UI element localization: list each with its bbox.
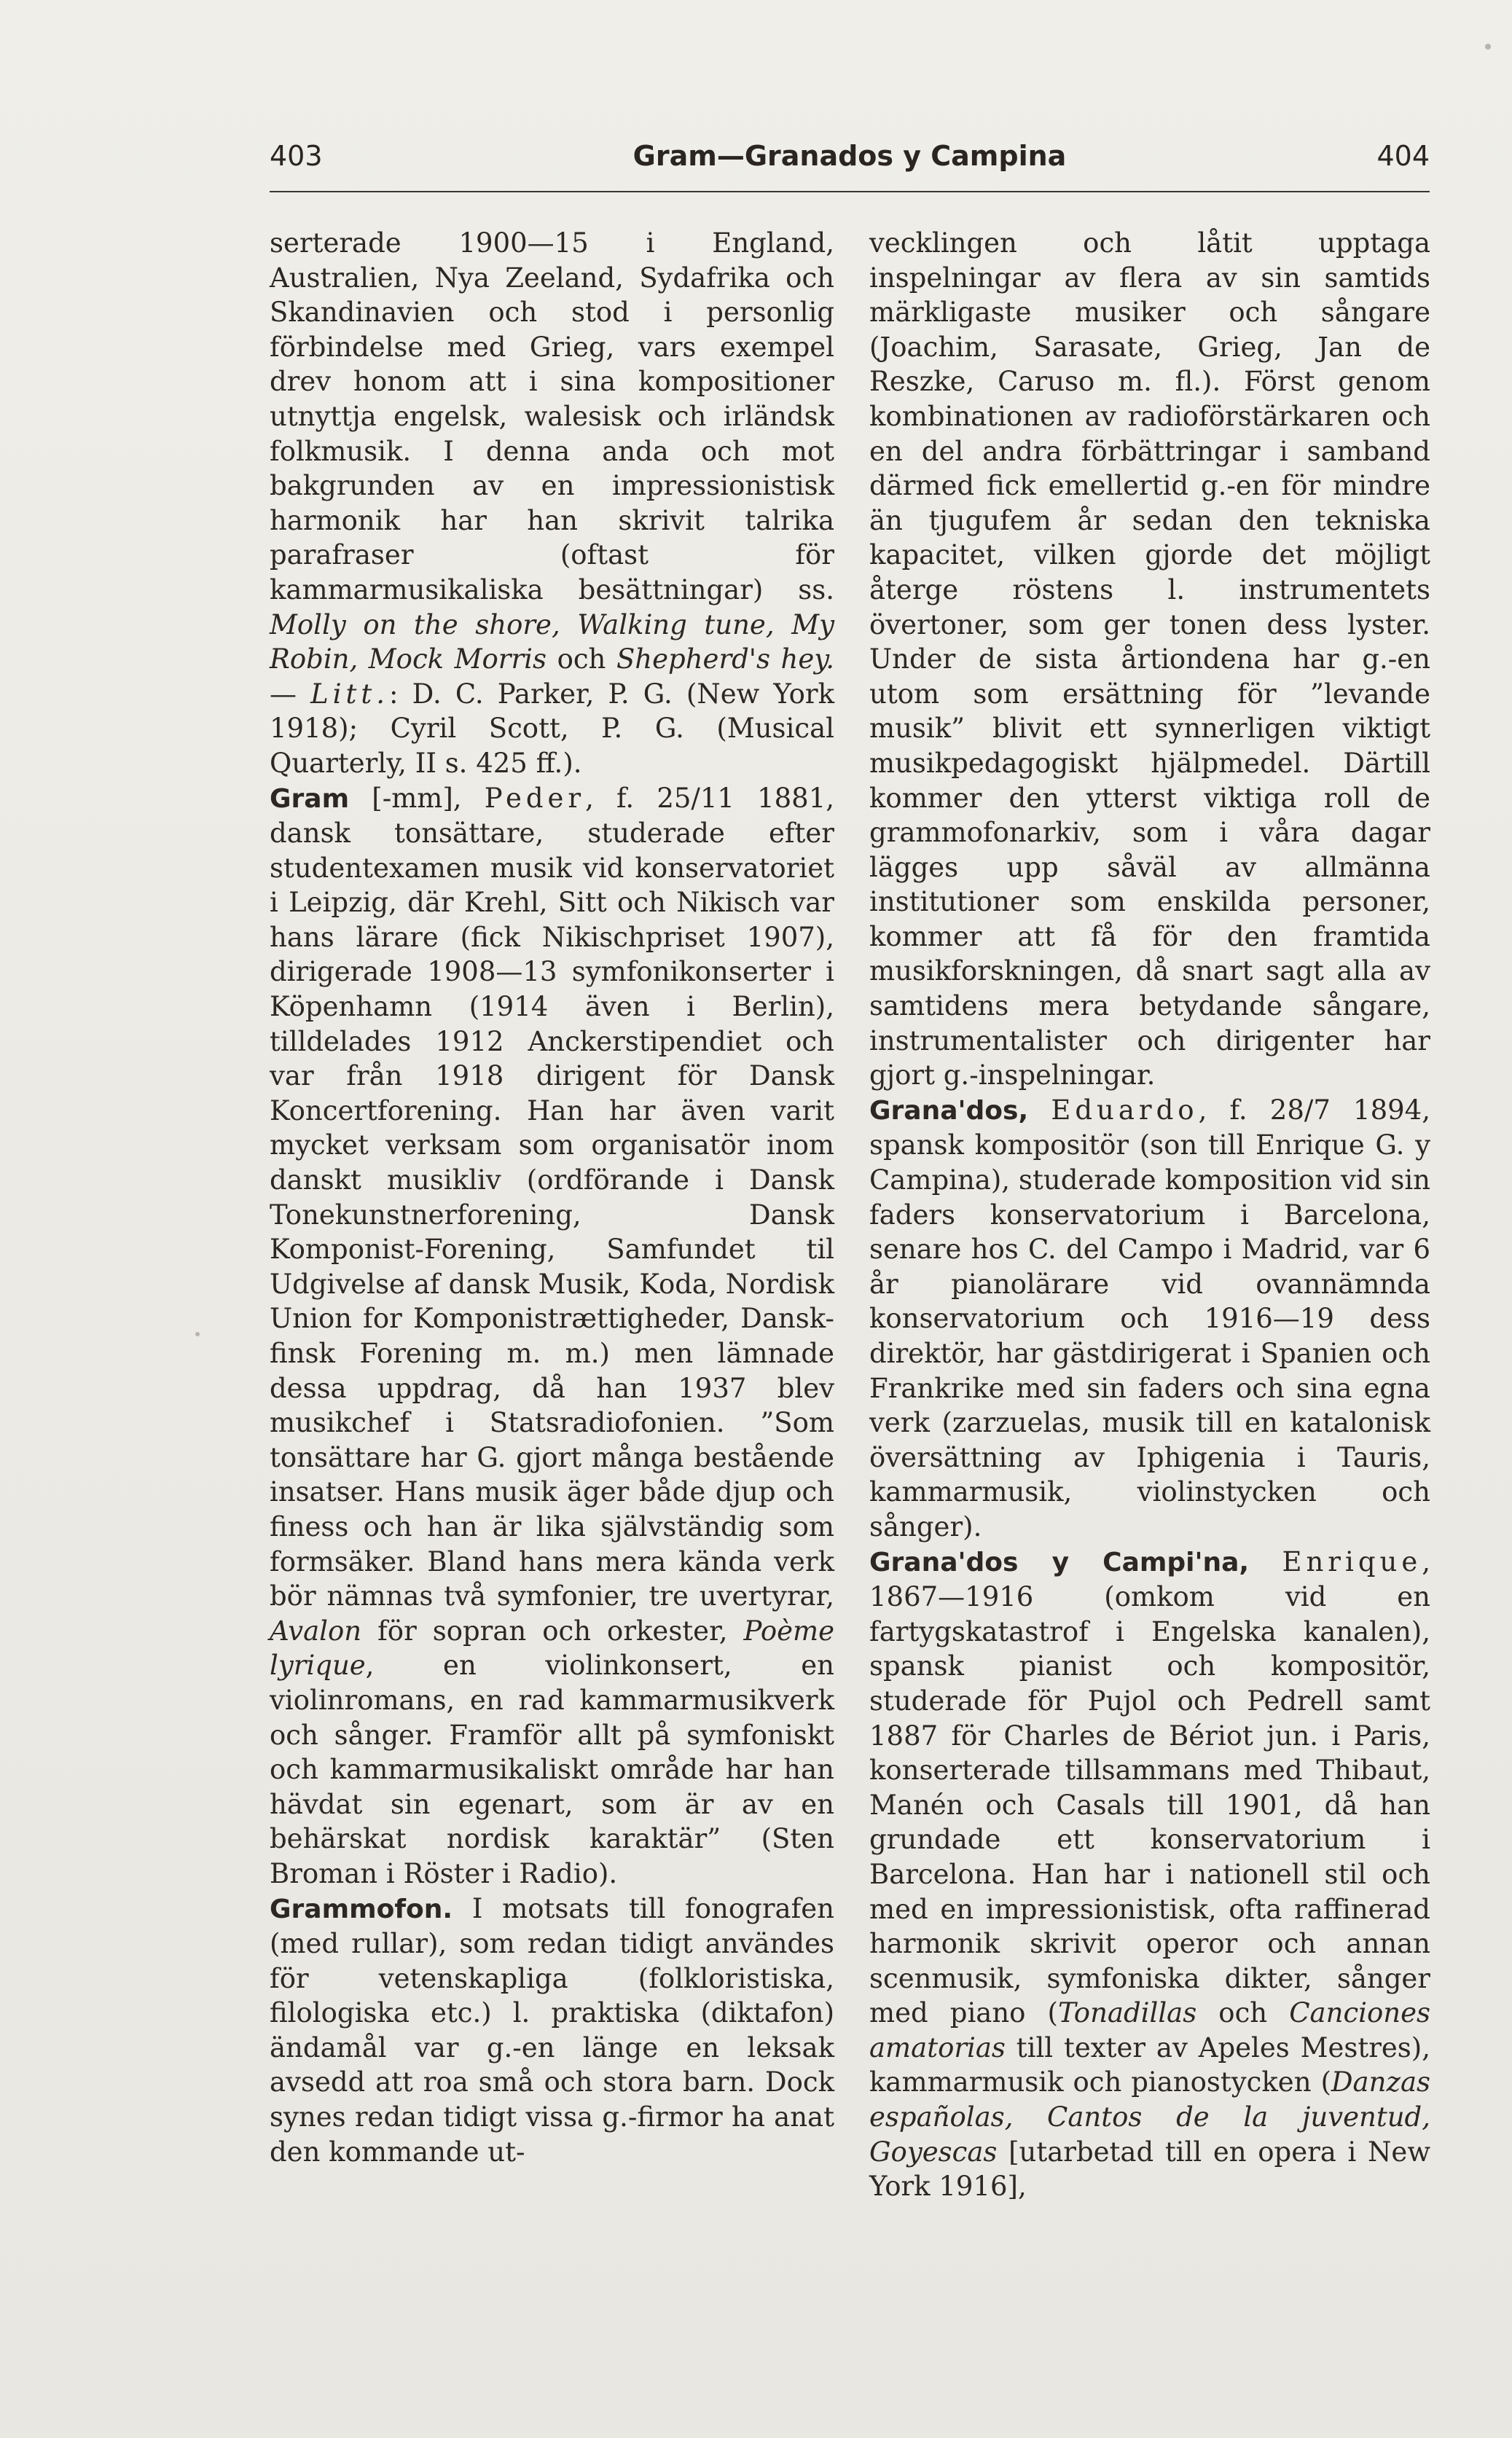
work-titles: Molly on the shore, Walking tune, My Robin, Mock Morris: [270, 608, 834, 675]
header-rule: [270, 191, 1430, 192]
page-number-right: 404: [1376, 140, 1430, 172]
literature-label: Litt.: [310, 678, 390, 710]
work-title: Shepherd's hey.: [616, 643, 834, 675]
entry-granados-eduardo: Grana'dos, Eduardo, f. 28/7 1894, spansk kompositör (son till Enrique G. y Campina), studerade komposition vid sin faders konservatorium i Barcelona, senare hos C. del Campo i Madrid, var 6 år pianolärare vid ovannämnda konservatorium och 1916—19 dess direktör, har gästdirigerat i Spanien och Frankrike med sin faders och sina egna verk (zarzuelas, musik till en katalonisk översättning av Iphigenia i Tauris, kammarmusik, violinstycken och sånger).: [869, 1094, 1430, 1543]
entry-continuation: serterade 1900—15 i England, Australien, Nya Zeeland, Sydafrika och Skandinavien och stod i personlig förbindelse med Grieg, vars exempel drev honom att i sina kompositioner utnyttja engelsk, walesisk och irländsk folkmusik. I denna anda och mot bakgrunden av en impressionistisk harmonik har han skrivit talrika parafraser (oftast för kammarmusikaliska besättningar) ss. Molly on the shore, Walking tune, My Robin, Mock Morris och Shepherd's hey. — Litt.: D. C. Parker, P. G. (New York 1918); Cyril Scott, P. G. (Musical Quarterly, II s. 425 ff.).: [270, 227, 834, 779]
given-name: Eduardo: [1051, 1094, 1199, 1126]
work-title: Canciones amatorias: [869, 1997, 1430, 2063]
entry-gram: Gram [-mm], Peder, f. 25/11 1881, dansk tonsättare, studerade efter studentexamen musik vid konservatoriet i Leipzig, där Krehl, Sitt och Nikisch var hans lärare (fick Nikischpriset 1907), dirigerade 1908—13 symfonikonserter i Köpenhamn (1914 även i Berlin), tilldelades 1912 Anckerstipendiet och var från 1918 dirigent för Dansk Koncertforening. Han har även varit mycket verksam som organisatör inom danskt musikliv (ordförande i Dansk Tonekunstnerforening, Dansk Komponist-Forening, Samfundet til Udgivelse af dansk Musik, Koda, Nordisk Union for Komponistrættigheder, Dansk-finsk Forening m. m.) men lämnade dessa uppdrag, då han 1937 blev musikchef i Statsradiofonien. ”Som tonsättare har G. gjort många bestående insatser. Hans musik äger både djup och finess och han är lika självständig som formsäker. Bland hans mera kända verk bör nämnas två symfonier, tre uvertyrar, Avalon för sopran och orkester, Poème lyrique, en violinkonsert, en violinromans, en rad kammarmusikverk och sånger. Framför allt på symfoniskt och kammarmusikaliskt område har han hävdat sin egenart, som är av en behärskat nordisk karaktär” (Sten Broman i Röster i Radio).: [270, 782, 835, 1889]
paper-speck: [195, 1332, 200, 1336]
entry-granados-enrique: Grana'dos y Campi'na, Enrique, 1867—1916 (omkom vid en fartygskatastrof i Engelska kanalen), spansk pianist och kompositör, studerade för Pujol och Pedrell samt 1887 för Charles de Bériot jun. i Paris, konserterade tillsammans med Thibaut, Manén och Casals till 1901, då han grundade ett konservatorium i Barcelona. Han har i nationell stil och med en impressionistisk, ofta raffinerad harmonik skrivit operor och annan scenmusik, symfoniska dikter, sånger med piano (Tonadillas och Canciones amatorias till texter av Apeles Mestres), kammarmusik och pianostycken (Danzas españolas, Cantos de la juventud, Goyescas [utarbetad till en opera i New York 1916],: [869, 1545, 1430, 2203]
work-title: Avalon: [270, 1615, 362, 1647]
entry-grammofon: Grammofon. I motsats till fonografen (med rullar), som redan tidigt användes för vetenskapliga (folkloristiska, filologiska etc.) l. praktiska (diktafon) ändamål var g.-en länge en leksak avsedd att roa små och stora barn. Dock synes redan tidigt vissa g.-firmor ha anat den kommande ut-: [270, 1892, 834, 2168]
page-number-left: 403: [270, 140, 323, 172]
given-name: Peder: [484, 782, 586, 814]
headword-granados-y-campina: Grana'dos y Campi'na,: [869, 1547, 1250, 1577]
work-title: Tonadillas: [1058, 1997, 1197, 2029]
running-header: [270, 140, 1430, 184]
paper-speck: [1485, 44, 1491, 50]
headword-granados: Grana'dos,: [869, 1095, 1029, 1126]
headword-grammofon: Grammofon.: [270, 1894, 453, 1924]
right-column: [869, 226, 1430, 2204]
work-title: Poème lyrique: [270, 1615, 834, 1682]
running-title: Gram—Granados y Campina: [632, 140, 1067, 172]
left-column: [270, 226, 834, 2169]
work-titles: Danzas españolas, Cantos de la juventud, Goyescas: [869, 2066, 1430, 2168]
given-name: Enrique: [1282, 1545, 1422, 1577]
headword-gram: Gram: [270, 783, 350, 814]
entry-grammofon-continued: vecklingen och låtit upptaga inspelningar av flera av sin samtids märkligaste musiker och sångare (Joachim, Sarasate, Grieg, Jan de Reszke, Caruso m. fl.). Först genom kombinationen av radioförstärkaren och en del andra förbättringar i samband därmed fick emellertid g.-en för mindre än tjugufem år sedan den tekniska kapacitet, vilken gjorde det möjligt återge röstens l. instrumentets övertoner, som ger tonen dess lyster. Under de sista årtiondena har g.-en utom som ersättning för ”levande musik” blivit ett synnerligen viktigt musikpedagogiskt hjälpmedel. Därtill kommer den ytterst viktiga roll de grammofonarkiv, som i våra dagar lägges upp såväl av allmänna institutioner som enskilda personer, kommer att få för den framtida musikforskningen, då snart sagt alla av samtidens mera betydande sångare, instrumentalister och dirigenter har gjort g.-inspelningar.: [869, 227, 1430, 1091]
